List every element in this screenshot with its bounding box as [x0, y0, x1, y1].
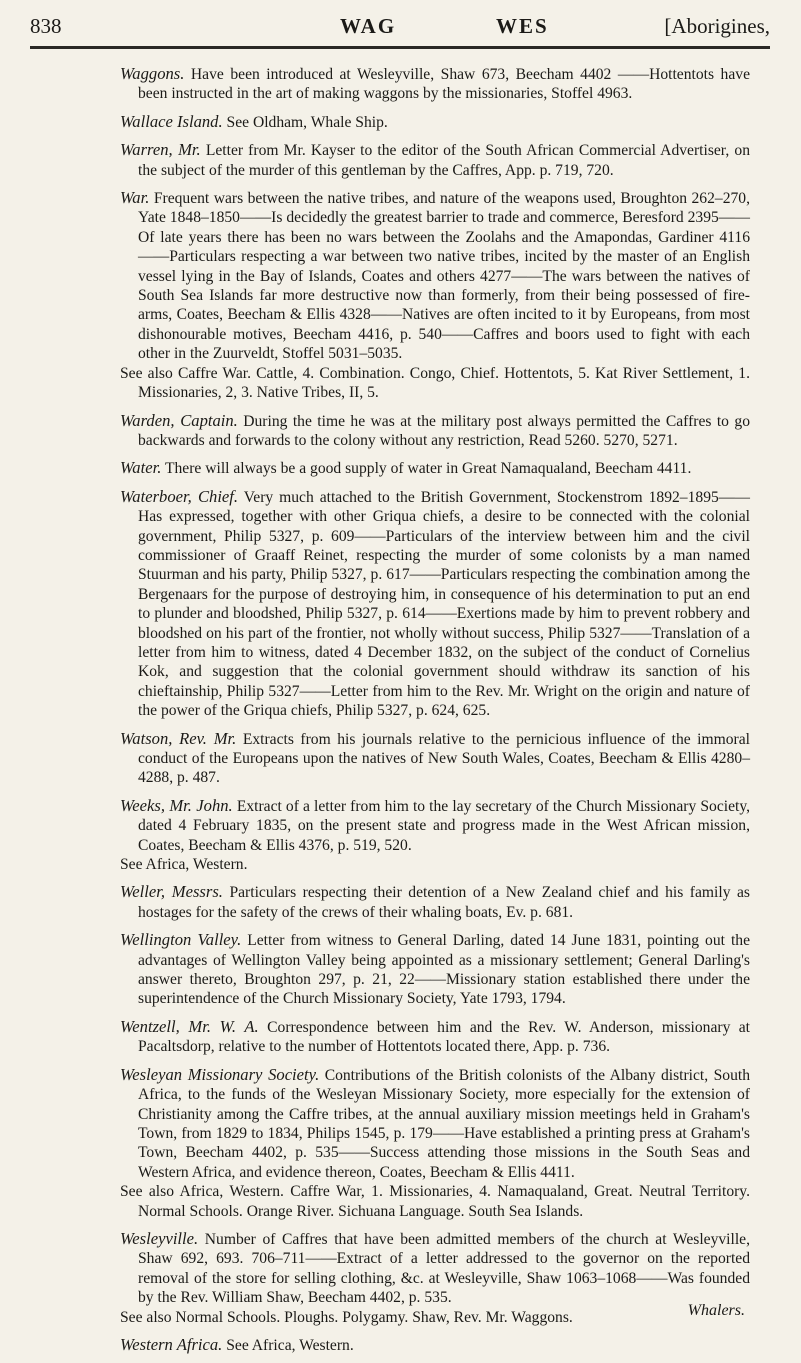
index-entry [120, 1065, 750, 1221]
index-entry [120, 729, 750, 788]
entry-text: Contributions of the British colonists of the Albany district, South Africa, to the funds of the Wesleyan Missionary Society, more especially for the extension of Christianity among the Caffre tribes, at the annual auxiliary mission meetings held in Graham's Town, from 1829 to 1834, Philips 1545, p. 179——Have established a printing press at Graham's Town, Beecham 4402, p. 535——Success attending those missions in the South Seas and Western Africa, and evidence thereon, Coates, Beecham & Ellis 4411. [138, 1066, 750, 1181]
catchword: Whalers. [687, 1302, 745, 1319]
running-header [30, 14, 770, 42]
entry-heading: Wentzell, Mr. W. A. [120, 1016, 259, 1036]
entry-text: Very much attached to the British Government, Stockenstrom 1892–1895—— Has expressed, together with other Griqua chiefs, a desire to be connected with the colonial government, Philip 5327, p. 609——Particulars of the interview between him and the civil commissioner of Graaff Reinet, respecting the murder of some colonists by a man named Stuurman and his party, Philip 5327, p. 617——Particulars respecting the combination among the Bergenaars for the purpose of destroying him, in consequence of his determination to put an end to plunder and bloodshed, Philip 5327, p. 614——Exertions made by him to prevent robbery and bloodshed on his part of the frontier, not wholly without success, Philip 5327——Translation of a letter from him to witness, dated 4 December 1832, on the subject of the conduct of Cornelius Kok, and suggestion that the colonial government should withdraw its sanction of his chieftainship, Philip 5327——Letter from him to the Rev. Mr. Wright on the origin and nature of the power of the Griqua chiefs, Philip 5327, p. 624, 625. [138, 488, 750, 720]
entry-text: Letter from witness to General Darling, dated 14 June 1831, pointing out the advantages of Wellington Valley being appointed as a missionary settlement; General Darling's answer thereto, Broughton 297, p. 21, 22——Missionary station established there under the superintendence of the Church Missionary Society, Yate 1793, 1794. [138, 932, 750, 1008]
index-entry [120, 487, 750, 721]
entry-heading: Watson, Rev. Mr. [120, 728, 237, 748]
index-entry [120, 1229, 750, 1327]
entry-heading: Waterboer, Chief. [120, 486, 239, 506]
entry-heading: Wesleyan Missionary Society. [120, 1064, 320, 1084]
index-entry [120, 1017, 750, 1057]
header-right-word: WES [496, 14, 549, 38]
index-entries [120, 64, 750, 1363]
entry-text: During the time he was at the military post always permitted the Caffres to go backwards and forwards to the colony without any restriction, Read 5260. 5270, 5271. [138, 412, 750, 449]
entry-text: Have been introduced at Wesleyville, Shaw 673, Beecham 4402 ——Hottentots have been instructed in the art of making waggons by the missionaries, Stoffel 4963. [138, 66, 750, 103]
entry-heading: Waggons. [120, 64, 185, 83]
entry-heading: Warren, Mr. [120, 140, 201, 160]
entry-text: Extracts from his journals relative to the pernicious influence of the immoral conduct of the Europeans upon the natives of New South Wales, Coates, Beecham & Ellis 4280–4288, p. 487. [138, 730, 750, 787]
entry-text: Letter from Mr. Kayser to the editor of the South African Commercial Advertiser, on the subject of the murder of this gentleman by the Caffres, App. p. 719, 720. [138, 142, 750, 179]
entry-text: Correspondence between him and the Rev. W. Anderson, missionary at Pacaltsdorp, relative to the number of Hottentots located there, App. p. 736. [138, 1018, 751, 1056]
index-entry [120, 64, 750, 104]
entry-heading: Warden, Captain. [120, 410, 238, 430]
index-entry [120, 796, 750, 875]
entry-heading: Weeks, Mr. John. [120, 795, 233, 815]
entry-heading: War. [120, 188, 150, 208]
header-left-word: WAG [340, 14, 397, 38]
entry-text: Particulars respecting their detention of a New Zealand chief and his family as hostages for the safety of the crews of their whaling boats, Ev. p. 681. [138, 884, 750, 921]
entry-heading: Western Africa. [120, 1334, 223, 1354]
index-entry [120, 1335, 750, 1355]
index-entry [120, 188, 750, 402]
header-section: [Aborigines, [664, 14, 770, 38]
index-entry [120, 458, 750, 478]
entry-heading: Wallace Island. [120, 111, 223, 131]
entry-text: There will always be a good supply of water in Great Namaqualand, Beecham 4411. [164, 460, 692, 478]
index-entry [120, 140, 750, 180]
entry-heading: Water. [120, 458, 162, 478]
entry-heading: Weller, Messrs. [120, 882, 223, 902]
index-entry [120, 882, 750, 922]
see-also: See also Africa, Western. Caffre War, 1. Missionaries, 4. Namaqualand, Great. Neutral Territory. Normal Schools. Orange River. Sichuana Language. South Sea Islands. [120, 1183, 750, 1220]
index-entry [120, 411, 750, 451]
entry-text: See Oldham, Whale Ship. [226, 113, 388, 131]
see-also: See Africa, Western. [120, 856, 248, 874]
index-entry [120, 930, 750, 1009]
entry-text: Frequent wars between the native tribes, and nature of the weapons used, Broughton 262–270, Yate 1848–1850——Is decidedly the greatest barrier to trade and commerce, Beresford 2395——Of late years there has been no wars between the Zoolahs and the Amapondas, Gardiner 4116——Particulars respecting a war between two native tribes, incited by the master of an English vessel lying in the Bay of Islands, Coates and others 4277——The wars between the natives of South Sea Islands far more destructive now than formerly, from their being possessed of fire-arms, Coates, Beecham & Ellis 4328——Natives are often incited to it by Europeans, from most dishonourable motives, Beecham 4416, p. 540——Caffres and boors used to fight with each other in the Zuurveldt, Stoffel 5031–5035. [138, 190, 750, 363]
entry-text: See Africa, Western. [226, 1336, 354, 1354]
entry-heading: Wellington Valley. [120, 930, 242, 950]
page-number: 838 [30, 14, 62, 38]
entry-text: Extract of a letter from him to the lay secretary of the Church Missionary Society, dated 4 February 1835, on the present state and progress made in the West African mission, Coates, Beecham & Ellis 4376, p. 519, 520. [138, 797, 751, 854]
index-entry [120, 112, 750, 132]
entry-heading: Wesleyville. [120, 1228, 199, 1248]
see-also: See also Normal Schools. Ploughs. Polygamy. Shaw, Rev. Mr. Waggons. [120, 1308, 573, 1326]
see-also: See also Caffre War. Cattle, 4. Combination. Congo, Chief. Hottentots, 5. Kat River Settlement, 1. Missionaries, 2, 3. Native Tribes, II, 5. [120, 364, 750, 402]
entry-text: Number of Caffres that have been admitted members of the church at Wesleyville, Shaw 692, 693. 706–711——Extract of a letter addressed to the governor on the reported removal of the store for selling clothing, &c. at Wesleyville, Shaw 1063–1068——Was founded by the Rev. William Shaw, Beecham 4402, p. 535. [138, 1230, 750, 1307]
header-rule [30, 46, 770, 49]
